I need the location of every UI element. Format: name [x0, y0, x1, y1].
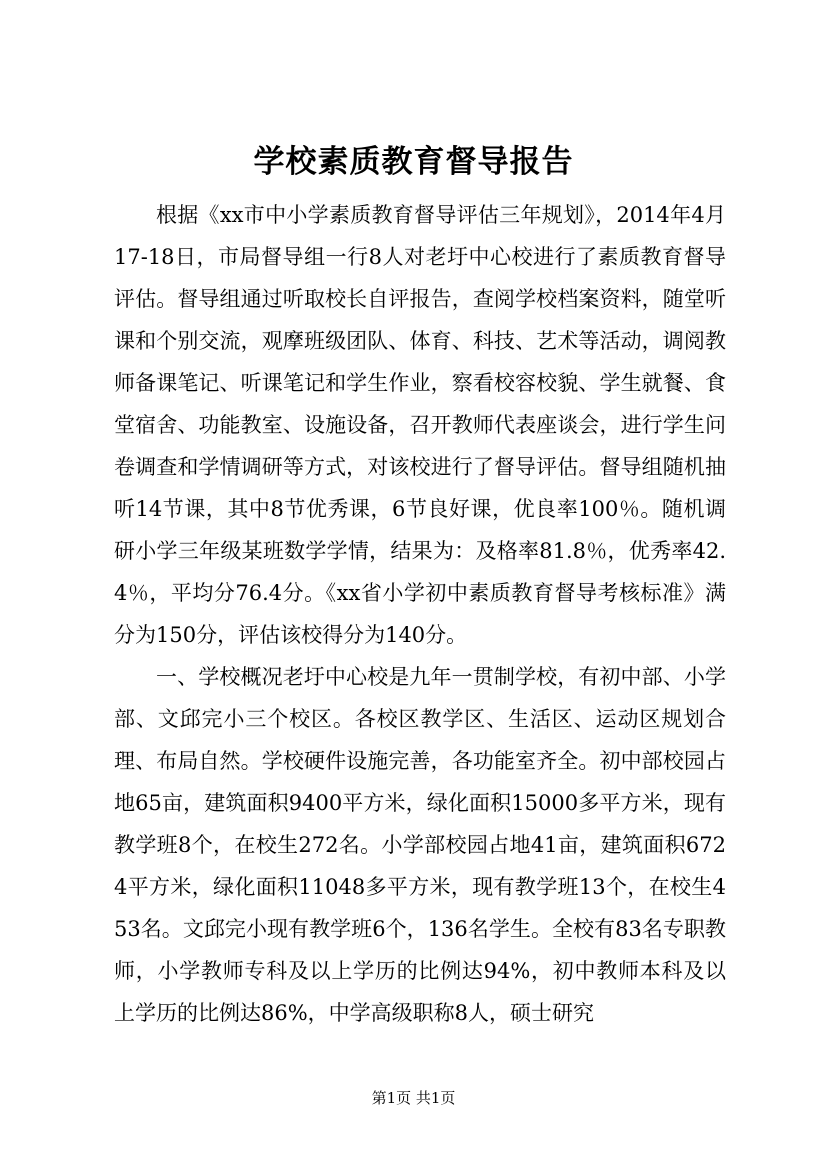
- paragraph-school-overview: 一、学校概况老圩中心校是九年一贯制学校，有初中部、小学部、文邱完小三个校区。各校区教学区、生活区、运动区规划合理、布局自然。学校硬件设施完善，各功能室齐全。初中部校园占地65亩，建筑面积9400平方米，绿化面积15000多平方米，现有教学班8个，在校生272名。小学部校园占地41亩，建筑面积6724平方米，绿化面积11048多平方米，现有教学班13个，在校生453名。文邱完小现有教学班6个，136名学生。全校有83名专职教师，小学教师专科及以上学历的比例达94%，初中教师本科及以上学历的比例达86%，中学高级职称8人，硕士研究: [114, 665, 726, 1025]
- page-footer: 第1页 共1页: [371, 1089, 456, 1107]
- document-body: [114, 194, 726, 1034]
- paragraph-intro: 根据《xx市中小学素质教育督导评估三年规划》，2014年4月17-18日，市局督导组一行8人对老圩中心校进行了素质教育督导评估。督导组通过听取校长自评报告，查阅学校档案资料，随堂听课和个别交流，观摩班级团队、体育、科技、艺术等活动，调阅教师备课笔记、听课笔记和学生作业，察看校容校貌、学生就餐、食堂宿舍、功能教室、设施设备，召开教师代表座谈会，进行学生问卷调查和学情调研等方式，对该校进行了督导评估。督导组随机抽听14节课，其中8节优秀课，6节良好课，优良率100％。随机调研小学三年级某班数学学情，结果为：及格率81.8％，优秀率42.4％，平均分76.4分。《xx省小学初中素质教育督导考核标准》满分为150分，评估该校得分为140分。: [114, 203, 726, 647]
- document-title: 学校素质教育督导报告: [253, 144, 574, 180]
